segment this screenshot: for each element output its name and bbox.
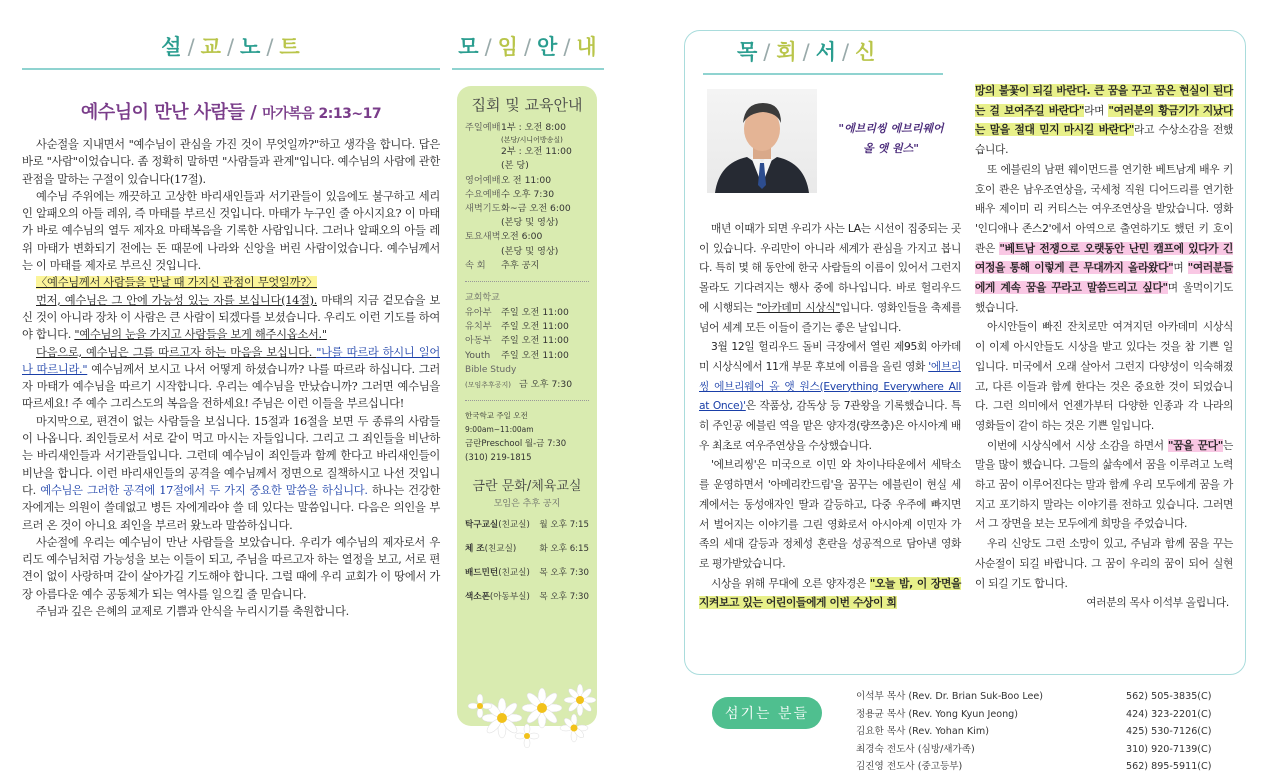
- sermon-paragraph: 주님과 깊은 은혜의 교제로 기쁨과 안식을 누리시기를 축원합니다.: [36, 605, 349, 619]
- letter-paragraph: 우리 신앙도 그런 소망이 있고, 주님과 함께 꿈을 꾸는 사순절이 되길 바랍니다. 그 꿈이 우리의 꿈이 되어 실현이 되길 기도 합니다.: [975, 537, 1233, 590]
- pastor-letter-section: [684, 30, 1246, 675]
- class-place: (친교실): [498, 520, 530, 531]
- letter-highlight: "오늘 밤, 이 장면을 지켜보고 있는 어린이들에게 이번 수상이 희: [699, 576, 961, 610]
- staff-phone: 310) 920-7139(C): [1126, 743, 1212, 755]
- sermon-emphasis: 예수님은 그러한 공격에 17절에서 두 가지 중요한 말씀을 하십니다.: [40, 483, 368, 497]
- schedule-row: [465, 145, 589, 159]
- schedule-row: [465, 245, 589, 259]
- letter-paragraph: [699, 574, 961, 613]
- class-time: 목 오후 7:30: [539, 568, 589, 579]
- staff-name: 김요한 목사 (Rev. Yohan Kim): [856, 726, 989, 738]
- staff-button[interactable]: 섬기는 분들: [712, 697, 822, 729]
- schedule-label: [465, 159, 501, 173]
- letter-paragraph: [975, 160, 1233, 318]
- schedule-row: [465, 188, 589, 202]
- schedule-row: [465, 216, 589, 230]
- schedule-label: Youth: [465, 349, 491, 361]
- schedule-label: [465, 145, 501, 159]
- class-place: (친교실): [484, 544, 517, 555]
- header-char: 목: [737, 40, 759, 64]
- staff-row: [856, 741, 1246, 759]
- culture-note: 모임은 추후 공지: [493, 499, 561, 510]
- letter-text: 며 울먹이기도 했습니다.: [975, 281, 1233, 314]
- daisy-flowers-decoration: [462, 678, 612, 748]
- schedule-row: [465, 259, 589, 273]
- letter-quote: [827, 119, 955, 159]
- schedule-value: 오전 6:00: [501, 231, 543, 243]
- movie-title: '에브리씽 에브리웨어 올 앳 원스(Everything Everywhere All at Once)': [699, 359, 961, 413]
- sermon-text: 마태의 지금 겉모습을 보신 것이 아니라 장차 이 사람은 큰 사람이 되겠다를 보셨습니다. 우리도 이런 기도를 하여야 합니다.: [22, 293, 440, 342]
- preschool: 금란Preschool 월-금 7:30: [465, 439, 567, 450]
- sermon-reference: 마가복음 2:13~17: [262, 106, 382, 122]
- schedule-label: 새벽기도: [465, 203, 501, 215]
- schedule-row: [465, 349, 589, 363]
- letter-highlight: "베트남 전쟁으로 오랫동안 난민 캠프에 있다가 긴 여정을 통해 이렇게 큰 무대까지 올라왔다": [975, 241, 1233, 275]
- schedule-label: 영어예배: [465, 174, 501, 186]
- sermon-title-text: 예수님이 만난 사람들 /: [80, 102, 263, 123]
- letter-column-1: [699, 219, 961, 613]
- staff-name: 김진영 전도사 (중고등부): [856, 761, 963, 773]
- schedule-value: 오 전 11:00: [501, 174, 552, 186]
- letter-signature: 여러분의 목사 이석부 올립니다.: [1086, 596, 1229, 610]
- staff-phone: 562) 895-5911(C): [1126, 761, 1212, 773]
- header-divider: [22, 68, 440, 70]
- sermon-text: 마지막으로, 편견이 없는 사람들을 보십니다. 15절과 16절을 보면 두 종류의 사람들이 나옵니다. 죄인들로서 서로 같이 먹고 마시는 자들입니다. 그리고 그 죄인들을 비난하는 바리새인들과 서기관들입니다. 그런데 예수님이 죄인들과 함께 한다고 바리새인들이 비난을 합니다. 이런 바리새인들의 공격을 예수님께서 정면으로 질책하시고 나선 것입니다.: [22, 414, 440, 497]
- staff-row: [856, 688, 1246, 706]
- schedule-value: (본당 및 영상): [501, 217, 559, 229]
- schedule-row: [465, 230, 589, 244]
- letter-text: 이번에 시상식에서 시상 소감을 하면서: [987, 438, 1168, 452]
- sermon-point: 먼저, 예수님은 그 안에 가능성 있는 자를 보십니다(14절).: [36, 293, 317, 307]
- sermon-point: 다음으로, 예수님은 그를 따르고자 하는 마음을 보십니다.: [36, 345, 317, 359]
- schedule-label: 수요예배: [465, 188, 501, 200]
- header-char: 설: [161, 35, 183, 59]
- sermon-paragraph: [22, 413, 440, 534]
- letter-paragraph: [975, 81, 1233, 160]
- schedule-value: 화~금 오전 6:00: [501, 203, 571, 215]
- sermon-question: [22, 274, 440, 291]
- letter-text: 매년 이때가 되면 우리가 사는 LA는 시선이 집중되는 곳이 있습니다. 우리만이 아니라 세계가 관심을 가지고 봅니다. 특히 몇 해 동안에 한국 사람들의 이름이 있어서 그런지 몰라도 기다려지는 행사 중에 하나입니다. 바로 헐리우드에 시행되는: [699, 222, 961, 314]
- letter-text: 라며: [1084, 103, 1109, 117]
- staff-phone: 424) 323-2201(C): [1126, 708, 1212, 720]
- quote-line: 올 앳 원스": [863, 142, 919, 155]
- schedule-label: [465, 245, 501, 259]
- header-char: 신: [855, 40, 877, 64]
- class-time: 화 오후 6:15: [539, 544, 589, 555]
- schedule-label: (모임추후공지): [465, 380, 512, 389]
- class-time: 목 오후 7:30: [539, 592, 589, 603]
- pastor-portrait-icon: [707, 89, 817, 193]
- culture-row: [465, 537, 589, 561]
- schedule-label: [465, 135, 501, 145]
- class-place: (친교실): [498, 568, 530, 579]
- header-char: 노: [240, 35, 262, 59]
- sermon-paragraph: 예수님 주위에는 깨끗하고 고상한 바리새인들과 서기관들이 있음에도 불구하고 세리인 알패오의 아들 레위, 즉 마태를 부르신 것입니다. 마태가 누구인 줄 아시지요? 이 마태가 바로 예수님의 열두 제자요 마태복음을 기록한 사람입니다. 그러나 알패오의 아들 레위 마태가 변화되기 전에는 돈 때문에 나라와 신앙을 버린 사람이었습니다. 예수님께서는 이 마태를 제자로 부르신 것입니다.: [22, 189, 440, 273]
- schedule-value: (본당 및 영상): [501, 245, 559, 257]
- schedule-row: [465, 135, 589, 145]
- schedule-value: 주일 오전 11:00: [501, 349, 569, 361]
- class-name: 체 조: [465, 544, 485, 555]
- header-char: 안: [537, 35, 559, 59]
- header-char: 서: [815, 40, 838, 64]
- header-char: 내: [576, 35, 598, 59]
- staff-phone: 425) 530-7126(C): [1126, 726, 1212, 738]
- schedule-row: [465, 202, 589, 216]
- service-schedule: [465, 121, 589, 273]
- meeting-header: 모 / 임 / 안 / 내: [458, 35, 598, 59]
- sermon-question-text: 〈예수님께서 사람들을 만날 때 가지신 관점이 무엇일까?〉: [36, 276, 317, 290]
- pastor-photo: [707, 89, 817, 193]
- sermon-paragraph: 사순절을 지내면서 "예수님이 관심을 가진 것이 무엇일까?"하고 생각을 합니다. 답은 바로 "사람"이었습니다. 좀 정확히 말하면 "사람들과 관계"입니다. 예수님의 사람에 관한 관점을 말하는 구절이 있습니다(17절).: [22, 138, 440, 186]
- letter-emphasis: "아카데미 시상식": [756, 300, 840, 314]
- schedule-label: 유아부: [465, 307, 492, 319]
- panel-title: 집회 및 교육안내: [471, 96, 583, 114]
- letter-paragraph: 아시안들이 빠진 잔치로만 여겨지던 아카데미 시상식이 이제 아시안들도 시상을 받고 있다는 것을 참 기쁜 일입니다. 미국에서 오래 살아서 그런지 다양성이 익숙해졌고, 다른 이들과 함께 한다는 것은 중요한 것이 되었습니다. 그런 의미에서 언젠가부터 다양한 인종과 각 나라의 영화들이 같이 하는 것은 기쁜 일입니다.: [975, 320, 1233, 432]
- meeting-panel: [457, 86, 597, 726]
- schedule-row: [465, 174, 589, 188]
- letter-text: 는 말을 많이 했습니다. 그들의 삶속에서 꿈을 이루려고 노력하고 꿈이 이루어진다는 말과 함께 우리 모두에게 꿈을 가지고 포기하지 말라는 이야기를 전하고 있습니다. 그러면서 그 장면을 보는 모두에게 희망을 주었습니다.: [975, 438, 1233, 531]
- bible-study-title: Bible Study: [465, 364, 517, 375]
- school-schedule: [465, 306, 589, 363]
- schedule-value: (본 당): [501, 160, 529, 172]
- divider: [465, 400, 589, 401]
- culture-row: [465, 513, 589, 537]
- staff-name: 이석부 목사 (Rev. Dr. Brian Suk-Boo Lee): [856, 691, 1044, 702]
- schedule-row: [465, 334, 589, 348]
- letter-header: 목 / 회 / 서 / 신: [737, 40, 877, 64]
- sermon-scripture: "나를 따르라 하시니 일어나 따르니라.": [22, 345, 440, 376]
- sermon-prayer: "예수님의 눈을 가지고 사람들을 보게 해주시옵소서.": [74, 328, 327, 342]
- school-title: 교회학교: [465, 293, 500, 304]
- letter-text: 또 에블린의 남편 웨이먼드를 연기한 베트남계 배우 키 호이 콴은 남우조연상을, 국세청 직원 디어드리를 연기한 배우 제이미 리 커티스는 여우조연상을 받았습니다. 영화 '인디애나 존스2'에서 아역으로 출연하기도 했던 키 호이 콴은: [975, 162, 1233, 255]
- letter-text: 시상을 위해 무대에 오른 양자경은: [711, 576, 870, 590]
- class-name: 탁구교실: [465, 520, 499, 531]
- letter-paragraph: [975, 436, 1233, 535]
- sermon-paragraph: [22, 292, 440, 344]
- schedule-value: 주일 오전 11:00: [501, 307, 569, 319]
- header-divider: [452, 68, 604, 70]
- staff-row: [856, 706, 1246, 724]
- sermon-title: [22, 98, 440, 124]
- schedule-label: [465, 216, 501, 230]
- letter-highlight: 망의 불꽃이 되길 바란다. 큰 꿈을 꾸고 꿈은 현실이 된다는 걸 보여주길 바란다": [975, 84, 1233, 117]
- schedule-value: 수 오후 7:30: [501, 188, 555, 200]
- class-name: 색소폰: [465, 592, 490, 603]
- header-char: 교: [200, 35, 222, 59]
- header-char: 모: [458, 35, 480, 59]
- schedule-label: 속 회: [465, 259, 486, 271]
- schedule-label: 토요새벽: [465, 231, 501, 243]
- culture-title: 금란 문화/체육교실: [472, 479, 582, 495]
- sermon-body: [22, 136, 440, 620]
- staff-row: [856, 723, 1246, 741]
- letter-text: 라고 수상소감을 전했습니다.: [975, 123, 1233, 157]
- sermon-header: 설 / 교 / 노 / 트: [161, 35, 301, 59]
- divider: [465, 281, 589, 282]
- sermon-paragraph: 사순절에 우리는 예수님이 만난 사람들을 보았습니다. 우리가 예수님의 제자로서 우리도 예수님처럼 가능성을 보는 이들이 되고, 주님을 따르고자 하는 열정을 보고, 서로 편견이 없이 사랑하며 같이 살아가길 기도해야 합니다. 그럴 때에 우리 교회가 이 땅에서 가장 아름다운 예수 공동체가 되는 역사를 일으킬 줄 믿습니다.: [22, 535, 440, 601]
- sermon-paragraph: [22, 344, 440, 413]
- letter-paragraph: [699, 337, 961, 455]
- schedule-value: 주일 오전 11:00: [501, 335, 569, 347]
- header-char: 회: [776, 40, 798, 64]
- schedule-value: (본당/시니어방송실): [501, 136, 563, 145]
- letter-text: 은 작품상, 감독상 등 7관왕을 기록했습니다. 특히 주인공 에블린 역을 맡은 양자경(량쯔충)은 아시아계 배우 최초로 여우주연상을 수상했습니다.: [699, 399, 962, 452]
- staff-name: 최경숙 전도사 (심방/새가족): [856, 743, 975, 755]
- sermon-note-section: [22, 30, 440, 770]
- class-place: (아동부실): [489, 592, 530, 603]
- culture-row: [465, 561, 589, 585]
- letter-paragraph: '에브리씽'은 미국으로 이민 와 차이나타운에서 세탁소를 운영하면서 '아메리칸드림'을 꿈꾸는 에블린이 현실 세계에서는 동성애자인 딸과 갈등하고, 다중 우주에 빠지면서 벌어지는 이야기를 그린 영화로서 아시아계 이민자 가족의 세대 갈등과 정체성 혼란을 성공적으로 담아낸 영화로 평가받았습니다.: [699, 458, 961, 570]
- schedule-value: 금 오후 7:30: [519, 378, 573, 390]
- class-time: 월 오후 7:15: [539, 520, 589, 531]
- letter-highlight: "꿈을 꾼다": [1167, 438, 1223, 452]
- header-char: 트: [279, 35, 301, 59]
- header-divider: [703, 73, 943, 75]
- schedule-label: 유치부: [465, 321, 492, 333]
- letter-highlight: "여러분의 황금기가 지났다는 말을 절대 믿지 마시길 바란다": [975, 103, 1233, 137]
- schedule-label: 주일예배: [465, 122, 501, 133]
- letter-highlight: "여러분들에게 계속 꿈을 꾸라고 말씀드리고 싶다": [975, 261, 1233, 295]
- letter-text: 3월 12일 헐리우드 돌비 극장에서 열린 제95회 아카데미 시상식에서 11개 부문 후보에 이름을 올린 영화: [699, 340, 961, 373]
- schedule-row: [465, 320, 589, 334]
- staff-name: 정용균 목사 (Rev. Yong Kyun Jeong): [856, 708, 1019, 720]
- schedule-label: 아동부: [465, 335, 492, 347]
- quote-line: "에브리씽 에브리웨어: [838, 122, 944, 135]
- culture-list: [465, 513, 589, 609]
- letter-paragraph: [699, 219, 961, 337]
- staff-row: [856, 758, 1246, 776]
- class-name: 배드민턴: [465, 568, 499, 579]
- meeting-info-section: [452, 30, 604, 770]
- preschool-phone: (310) 219-1815: [465, 453, 532, 464]
- schedule-row: [465, 306, 589, 320]
- letter-text: 입니다. 영화인들을 축제를 넘어 세계 모든 이들이 즐기는 좋은 날입니다.: [699, 300, 962, 334]
- schedule-value: 추후 공지: [501, 259, 540, 271]
- korean-school: 한국학교 주일 오전 9:00am~11:00am: [465, 411, 534, 435]
- schedule-row: [465, 159, 589, 173]
- header-char: 임: [497, 35, 519, 59]
- schedule-value: 2부 : 오전 11:00: [501, 146, 572, 158]
- staff-phone: 562) 505-3835(C): [1126, 691, 1212, 702]
- sermon-text: 하나는 건강한 자에게는 의원이 쓸데없고 병든 자에게라야 쓸 데 있다는 말씀입니다. 다음은 의인을 부르러 온 것이 아니요 죄인을 부르러 왔노라 말씀하십니다.: [22, 483, 440, 532]
- schedule-row: [465, 121, 589, 135]
- letter-column-2: [975, 81, 1233, 613]
- culture-row: [465, 585, 589, 609]
- letter-text: 며: [1173, 261, 1188, 275]
- sermon-text: 예수님께서 보시고 나서 어떻게 하셨습니까? 나를 따르라 하십니다. 그러자 마태가 예수님을 따르기 시작합니다. 우리는 예수님을 만났습니까? 그러면 예수님을 따르세요! 주 예수 그리스도의 복음을 전하세요! 주님은 이런 이들을 부르십니다!: [22, 362, 440, 411]
- schedule-value: 1부 : 오전 8:00: [501, 122, 566, 133]
- schedule-row: [465, 378, 589, 392]
- staff-list: [856, 688, 1246, 776]
- schedule-value: 주일 오전 11:00: [501, 321, 569, 333]
